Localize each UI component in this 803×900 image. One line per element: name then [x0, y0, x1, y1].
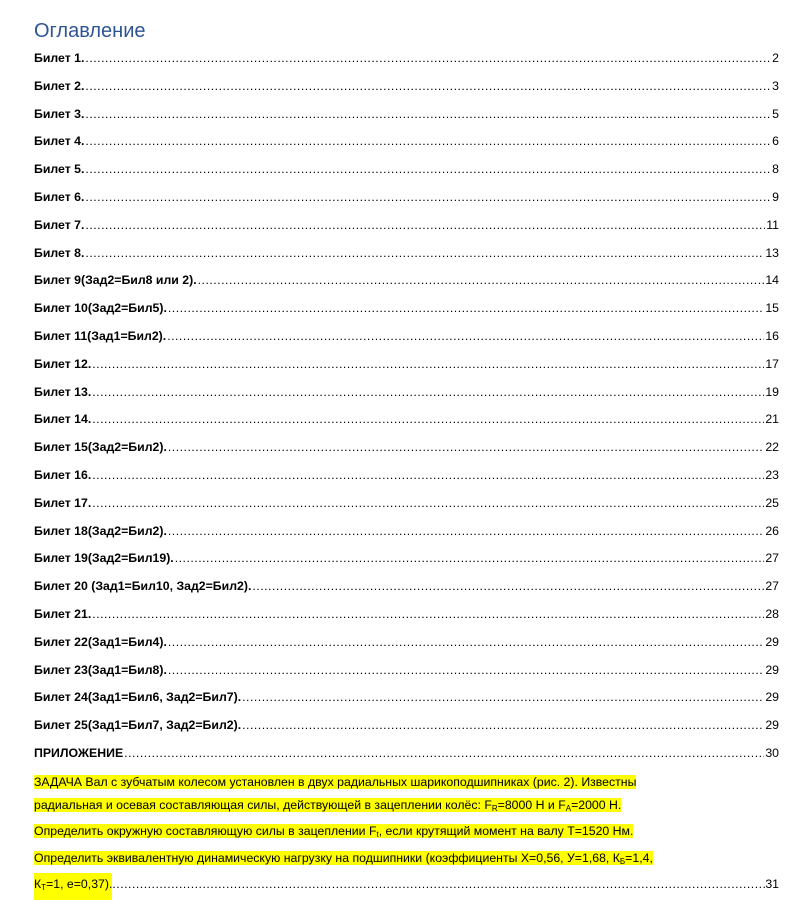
- toc-leader-dots: [167, 329, 764, 343]
- toc-entry[interactable]: [34, 246, 779, 274]
- toc-page-number: 2: [772, 51, 779, 65]
- toc-entry-label: Билет 10(Зад2=Бил5).: [34, 301, 167, 316]
- toc-page-number: 29: [765, 662, 779, 677]
- toc-entry[interactable]: [34, 385, 779, 413]
- toc-entry-label: Билет 23(Зад1=Бил8).: [34, 662, 167, 677]
- toc-entry-label: Билет 14.: [34, 412, 92, 427]
- toc-entry[interactable]: [34, 162, 779, 190]
- task-line-2: радиальная и осевая составляющая силы, действующей в зацеплении колёс: $F_R=8000$ Н и $F_A=2000$ Н.: [34, 797, 622, 813]
- toc-page-number: 31: [765, 877, 779, 892]
- toc-leader-dots: [242, 718, 764, 732]
- toc-entry[interactable]: [34, 551, 779, 579]
- toc-leader-dots: [92, 357, 764, 371]
- toc-entry[interactable]: [34, 190, 779, 218]
- toc-page-number: 27: [765, 551, 779, 566]
- toc-leader-dots: [124, 746, 764, 760]
- toc-entry-label: Билет 19(Зад2=Бил19).: [34, 551, 174, 566]
- toc-leader-dots: [85, 51, 771, 65]
- toc-entry[interactable]: [34, 51, 779, 79]
- toc-entry-label: Билет 6.: [34, 189, 85, 204]
- task-line-5: $К_Т=1$, e=0,37).: [34, 873, 112, 900]
- toc-page-number: 26: [765, 523, 779, 538]
- toc-page-number: 14: [765, 273, 779, 288]
- toc-entry-label: Билет 18(Зад2=Бил2).: [34, 523, 167, 538]
- toc-leader-dots: [92, 468, 764, 482]
- toc-list: [34, 51, 779, 774]
- toc-entry-label: Билет 25(Зад1=Бил7, Зад2=Бил2).: [34, 718, 242, 733]
- task-line-4: Определить эквивалентную динамическую нагрузку на подшипники (коэффициенты X=0,56, У=1,68, $К_Б=1,4$,: [34, 850, 653, 866]
- toc-page-number: 17: [765, 356, 779, 371]
- toc-leader-dots: [85, 134, 771, 148]
- toc-entry[interactable]: [34, 79, 779, 107]
- toc-leader-dots: [85, 162, 771, 176]
- toc-entry[interactable]: [34, 496, 779, 524]
- toc-leader-dots: [92, 496, 764, 510]
- toc-page-number: 22: [765, 440, 779, 455]
- toc-entry-label: Билет 4.: [34, 134, 85, 149]
- toc-entry-label: Билет 1.: [34, 51, 85, 65]
- toc-entry[interactable]: [34, 357, 779, 385]
- toc-leader-dots: [252, 579, 764, 593]
- toc-page-number: 29: [765, 718, 779, 733]
- toc-page-number: 8: [772, 162, 779, 177]
- toc-leader-dots: [92, 412, 764, 426]
- toc-leader-dots: [85, 218, 765, 232]
- toc-leader-dots: [242, 690, 764, 704]
- toc-entry-label: Билет 15(Зад2=Бил2).: [34, 440, 167, 455]
- toc-title: Оглавление: [34, 20, 146, 42]
- toc-page-number: 30: [765, 745, 779, 760]
- toc-page-number: 28: [765, 606, 779, 621]
- toc-leader-dots: [112, 873, 765, 896]
- toc-leader-dots: [168, 440, 764, 454]
- toc-leader-dots: [92, 385, 764, 399]
- task-line-1: ЗАДАЧА Вал с зубчатым колесом установлен в двух радиальных шарикоподшипниках (рис. 2). Известны: [34, 775, 637, 789]
- toc-leader-dots: [168, 524, 764, 538]
- toc-entry[interactable]: [34, 690, 779, 718]
- toc-page-number: 23: [765, 467, 779, 482]
- toc-page-number: 27: [765, 579, 779, 594]
- toc-entry-label: Билет 17.: [34, 495, 92, 510]
- toc-leader-dots: [168, 301, 764, 315]
- toc-entry-label: Билет 11(Зад1=Бил2).: [34, 328, 167, 343]
- task-line-3: Определить окружную составляющую силы в зацеплении $F_t$, если крутящий момент на валу Т=1520 Нм.: [34, 824, 634, 840]
- toc-entry[interactable]: [34, 635, 779, 663]
- toc-entry-label: Билет 12.: [34, 356, 92, 371]
- toc-entry-label: Билет 3.: [34, 106, 85, 121]
- toc-leader-dots: [85, 190, 771, 204]
- toc-entry-label: Билет 22(Зад1=Бил4).: [34, 634, 167, 649]
- toc-entry-label: Билет 24(Зад1=Бил6, Зад2=Бил7).: [34, 690, 242, 705]
- toc-page-number: 29: [765, 634, 779, 649]
- toc-page-number: 9: [772, 189, 779, 204]
- toc-page-number: 16: [765, 328, 779, 343]
- toc-leader-dots: [85, 79, 771, 93]
- toc-entry[interactable]: [34, 329, 779, 357]
- toc-entry[interactable]: [34, 134, 779, 162]
- toc-leader-dots: [198, 273, 765, 287]
- toc-entry-label: Билет 2.: [34, 78, 85, 93]
- toc-page-number: 11: [766, 217, 779, 232]
- toc-page-number: 3: [772, 78, 779, 93]
- toc-entry-label: Билет 5.: [34, 162, 85, 177]
- toc-entry-label: Билет 8.: [34, 245, 85, 260]
- toc-entry[interactable]: [34, 746, 779, 774]
- toc-page-number: 5: [772, 106, 779, 121]
- toc-entry[interactable]: [34, 440, 779, 468]
- toc-entry[interactable]: [34, 524, 779, 552]
- toc-page-number: 19: [765, 384, 779, 399]
- toc-entry-label: Билет 9(Зад2=Бил8 или 2).: [34, 273, 197, 288]
- toc-page-number: 13: [765, 245, 779, 260]
- toc-entry[interactable]: [34, 579, 779, 607]
- toc-page-number: 15: [765, 301, 779, 316]
- toc-leader-dots: [175, 551, 765, 565]
- toc-entry[interactable]: [34, 218, 779, 246]
- toc-page-number: 21: [765, 412, 779, 427]
- toc-entry-label: Билет 13.: [34, 384, 92, 399]
- task-entry[interactable]: [34, 771, 779, 900]
- toc-page-number: 6: [772, 134, 779, 149]
- toc-entry[interactable]: [34, 718, 779, 746]
- toc-entry-label: Билет 16.: [34, 467, 92, 482]
- toc-entry-label: Билет 7.: [34, 217, 85, 232]
- toc-entry-label: ПРИЛОЖЕНИЕ: [34, 745, 124, 760]
- toc-leader-dots: [168, 635, 764, 649]
- toc-entry[interactable]: [34, 301, 779, 329]
- toc-page-number: 29: [765, 690, 779, 705]
- toc-leader-dots: [85, 246, 764, 260]
- toc-page-number: 25: [765, 495, 779, 510]
- toc-entry[interactable]: [34, 607, 779, 635]
- toc-entry-label: Билет 21.: [34, 606, 92, 621]
- toc-leader-dots: [85, 107, 771, 121]
- toc-entry[interactable]: [34, 107, 779, 135]
- toc-entry-label: Билет 20 (Зад1=Бил10, Зад2=Бил2).: [34, 579, 252, 594]
- toc-leader-dots: [92, 607, 764, 621]
- toc-entry[interactable]: [34, 412, 779, 440]
- toc-entry[interactable]: [34, 273, 779, 301]
- toc-leader-dots: [168, 663, 764, 677]
- toc-entry[interactable]: [34, 468, 779, 496]
- toc-entry[interactable]: [34, 663, 779, 691]
